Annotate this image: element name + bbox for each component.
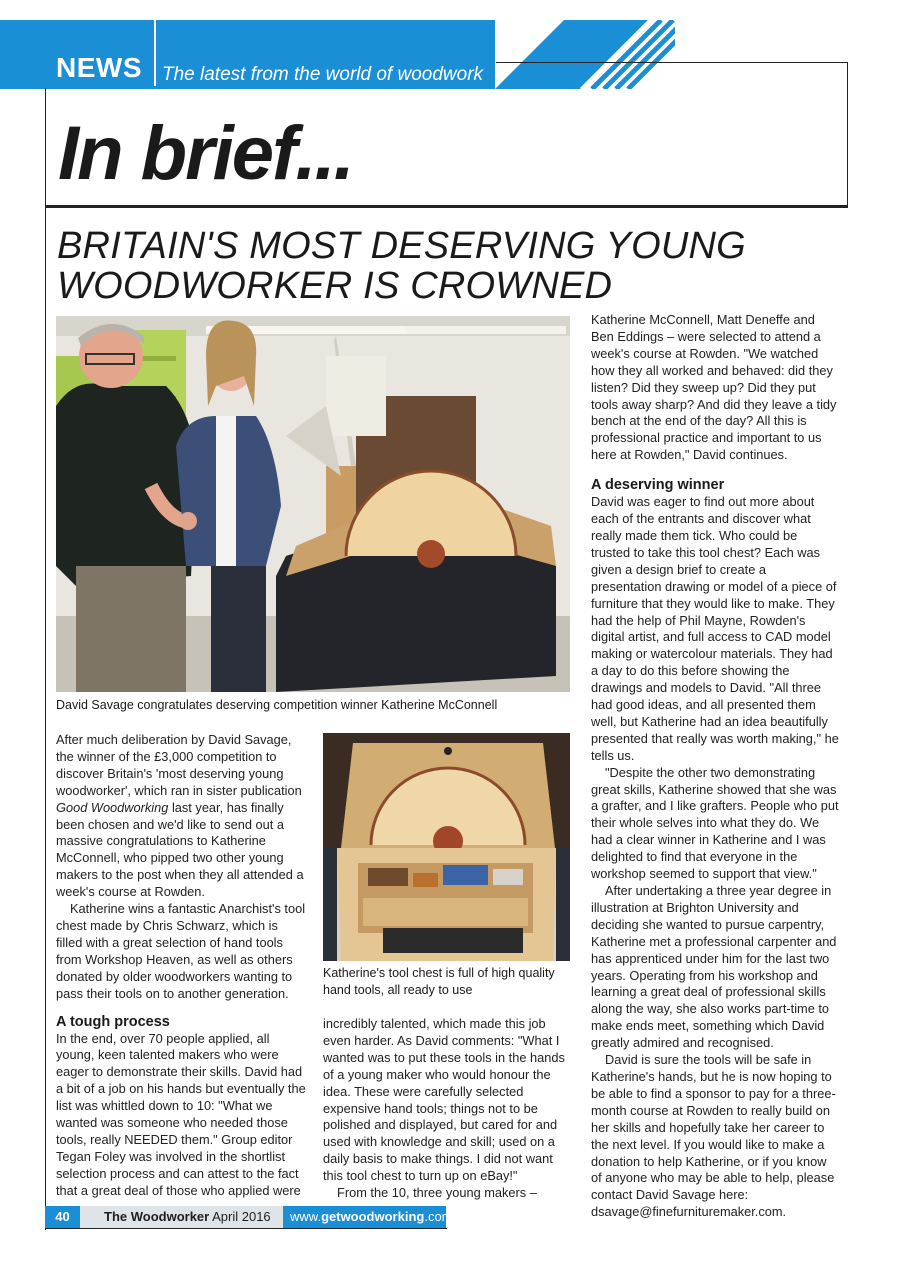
article-column-3	[591, 312, 839, 1221]
header-stripes	[495, 20, 675, 89]
paragraph: After much deliberation by David Savage, the winner of the £3,000 competition to discover Britain's 'most deserving young woodworker', which ran in sister publication Good Woodworking last year, has finally been chosen and we'd like to send out a massive congratulations to Katherine McConnell, who pipped two other young makers to the post when they all attended a week's course at Rowden.	[56, 732, 304, 900]
photo-caption-1: David Savage congratulates deserving competition winner Katherine McConnell	[56, 698, 498, 712]
subheading: A deserving winner	[591, 477, 725, 494]
title-divider	[45, 205, 848, 208]
paragraph: After undertaking a three year degree in illustration at Brighton University and deciding she wanted to pursue carpentry, Katherine met a professional carpenter and has apprenticed under him for the last two years. Operating from his workshop and learning a great deal of professional skills along the way, she also works part-time to make ends meet, something which David greatly admired and recognised.	[591, 883, 837, 1051]
magazine-title: The Woodworker	[104, 1209, 210, 1224]
frame-rule-right	[847, 62, 848, 207]
paragraph: Katherine McConnell, Matt Deneffe and Ben Eddings – were selected to attend a week's course at Rowden. "We watched how they all worked and behaved: did they listen? Did they sweep up? Did they put tools away sharp? And did they leave a tidy bench at the end of the day? All this is professional practice and important to us here at Rowden," David continues.	[591, 312, 837, 463]
section-tagline: The latest from the world of woodwork	[162, 64, 484, 85]
header-divider	[154, 20, 156, 86]
frame-rule-top	[496, 62, 848, 63]
article-column-2	[323, 1016, 573, 1202]
article-headline: BRITAIN'S MOST DESERVING YOUNG WOODWORKER IS CROWNED	[57, 225, 746, 307]
photo-tool-chest	[323, 733, 570, 961]
photo-caption-2: Katherine's tool chest is full of high quality hand tools, all ready to use	[323, 966, 555, 997]
photo-handshake	[56, 316, 570, 692]
paragraph: David is sure the tools will be safe in Katherine's hands, but he is now hoping to be able to find a sponsor to pay for a three-month course at Rowden to really build on her skills and hopefully take her career to the next level. If you would like to make a donation to help Katherine, or if you know of anyone who may be able to help, please contact David Savage here: dsavage@finefurnituremaker.com.	[591, 1052, 836, 1220]
section-label: NEWS	[56, 52, 142, 83]
paragraph: Katherine wins a fantastic Anarchist's tool chest made by Chris Schwarz, which is filled with a great selection of hand tools from Workshop Heaven, as well as others donated by older woodworkers wanting to pass their tools on to another generation.	[56, 901, 306, 1001]
magazine-issue	[80, 1206, 283, 1228]
paragraph: David was eager to find out more about each of the entrants and discover what really made them tick. Who could be trusted to take this tool chest? Each was given a design brief to create a presentation drawing or model of a piece of furniture that they would like to make. They had the help of Phil Mayne, Rowden's digital artist, and full access to CAD model making or watercolour materials. They had a day to do this before showing the drawings and models to David. "All three had good ideas, and all presented them well, but Katherine had an idea beautifully presented that really was worth making," he tells us.	[591, 494, 839, 763]
article-column-1	[56, 732, 306, 1200]
paragraph: In the end, over 70 people applied, all young, keen talented makers who were eager to demonstrate their skills. David had a bit of a job on his hands but eventually the list was whittled down to 10: "What we wanted was someone who needed those tools, really NEEDED them." Group editor Tegan Foley was involved in the shortlist selection process and can attest to the fact that a great deal of those who applied were	[56, 1030, 306, 1198]
paragraph: incredibly talented, which made this job even harder. As David comments: "What I wanted was to put these tools in the hands of a young maker who would honour the idea. These were carefully selected expensive hand tools; things not to be polished and displayed, but cared for and used with knowledge and skill; used on a daily basis to make things. I did not want this tool chest to turn up on eBay!"	[323, 1016, 565, 1184]
paragraph: From the 10, three young makers –	[337, 1185, 537, 1201]
issue-date: April 2016	[212, 1209, 271, 1224]
subheading: A tough process	[56, 1013, 170, 1030]
page-number: 40	[45, 1206, 80, 1228]
footer-rule	[45, 1228, 447, 1229]
paragraph: "Despite the other two demonstrating great skills, Katherine showed that she was a grafter, and I like grafters. People who put their whole selves into what they do. We had a clear winner in Katherine and I was delighted to find that everyone in the workshop seemed to support that view."	[591, 764, 839, 882]
frame-rule-left	[45, 88, 46, 1230]
page-kicker: In brief...	[58, 111, 353, 196]
publication-name: Good Woodworking	[56, 799, 169, 815]
website-link[interactable]: www.getwoodworking.com	[283, 1206, 446, 1228]
